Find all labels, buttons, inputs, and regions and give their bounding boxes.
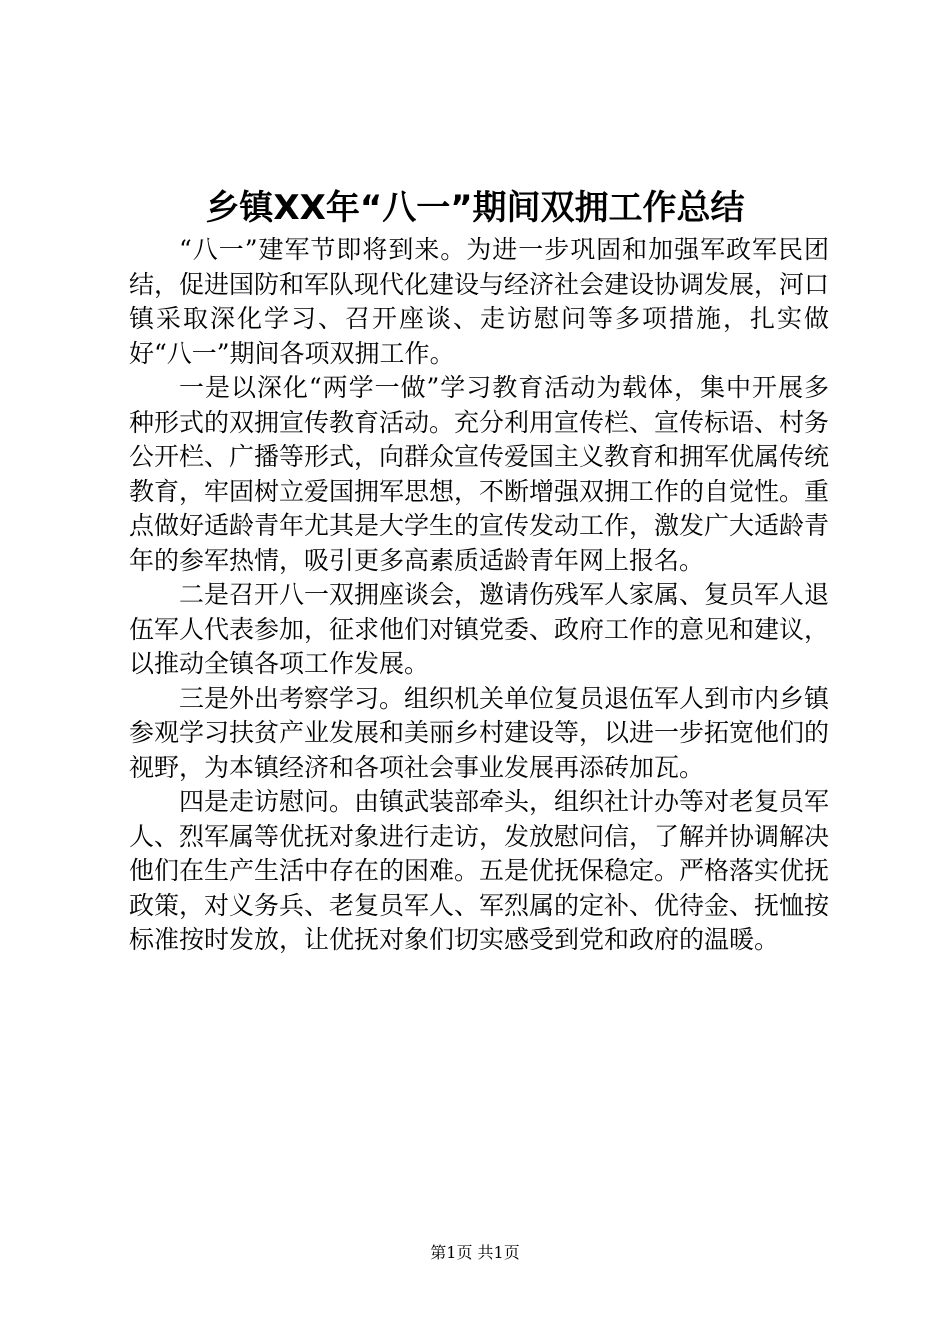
paragraph-first-measure: 一是以深化“两学一做”学习教育活动为载体，集中开展多种形式的双拥宣传教育活动。充分利用宣传栏、宣传标语、村务公开栏、广播等形式，向群众宣传爱国主义教育和拥军优属传统教育，牢固树立爱国拥军思想，不断增强双拥工作的自觉性。重点做好适龄青年尤其是大学生的宣传发动工作，激发广大适龄青年的参军热情，吸引更多高素质适龄青年网上报名。 xyxy=(129,373,830,575)
paragraph-third-measure: 三是外出考察学习。组织机关单位复员退伍军人到市内乡镇参观学习扶贫产业发展和美丽乡村建设等，以进一步拓宽他们的视野，为本镇经济和各项社会事业发展再添砖加瓦。 xyxy=(129,683,830,782)
document-title: 乡镇XX年“八一”期间双拥工作总结 xyxy=(205,188,745,228)
document-body xyxy=(129,233,829,958)
paragraph-fourth-measure: 四是走访慰问。由镇武装部牵头，组织社计办等对老复员军人、烈军属等优抚对象进行走访，发放慰问信，了解并协调解决他们在生产生活中存在的困难。五是优抚保稳定。严格落实优抚政策，对义务兵、老复员军人、军烈属的定补、优待金、抚恤按标准按时发放，让优抚对象们切实感受到党和政府的温暖。 xyxy=(129,787,830,954)
paragraph-intro: “八一”建军节即将到来。为进一步巩固和加强军政军民团结，促进国防和军队现代化建设与经济社会建设协调发展，河口镇采取深化学习、召开座谈、走访慰问等多项措施，扎实做好“八一”期间各项双拥工作。 xyxy=(129,235,830,368)
paragraph-second-measure: 二是召开八一双拥座谈会，邀请伤残军人家属、复员军人退伍军人代表参加，征求他们对镇党委、政府工作的意见和建议，以推动全镇各项工作发展。 xyxy=(129,580,830,678)
page-number-footer: 第1页 共1页 xyxy=(430,1243,520,1262)
